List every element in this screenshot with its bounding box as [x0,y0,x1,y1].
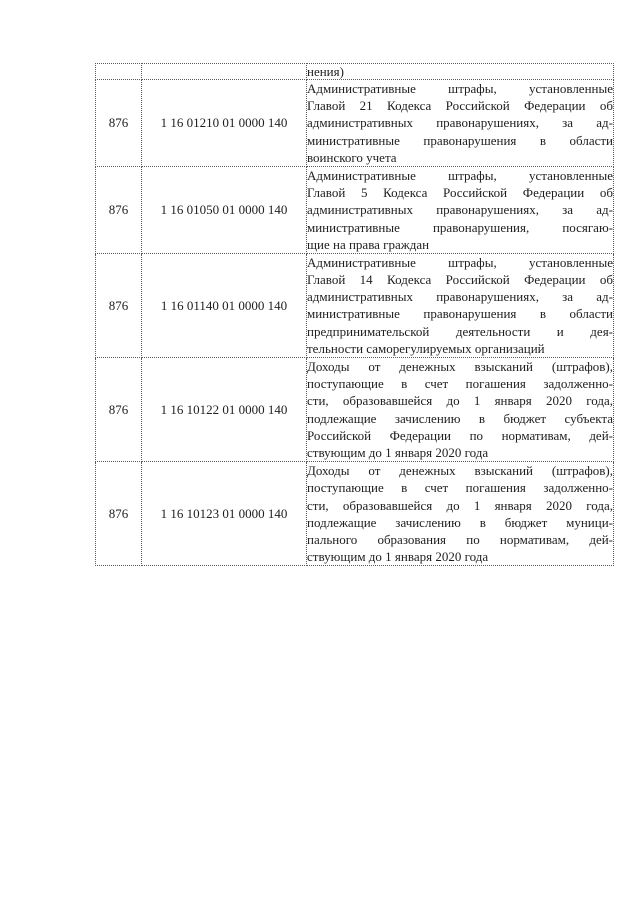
revenue-name-line: воинского учета [307,149,397,165]
revenue-name-cell [307,462,614,566]
budget-classification-code-cell [142,64,307,80]
revenue-codes-table [95,63,614,566]
revenue-name-line: подлежащие зачислению в бюджет субъекта [307,410,613,426]
revenue-name-line: Российской Федерации по нормативам, дей- [307,427,613,443]
revenue-name-line: Административные штрафы, установленные [307,167,613,183]
table-row [96,166,614,253]
budget-classification-code-cell: 1 16 01140 01 0000 140 [142,253,307,357]
revenue-name-cell [307,358,614,462]
revenue-name-line: сти, образовавшейся до 1 января 2020 года, [307,497,613,513]
revenue-name-line: предпринимательской деятельности и дея- [307,323,613,339]
revenue-name-line: ствующим до 1 января 2020 года [307,444,489,460]
admin-code-cell: 876 [96,253,142,357]
revenue-name-line: министративные правонарушения в области [307,132,613,148]
revenue-name-line: административных правонарушениях, за ад- [307,115,613,131]
revenue-name-line: министративные правонарушения, посягаю- [307,219,613,235]
revenue-name-line: Административные штрафы, установленные [307,81,613,96]
revenue-name-line: Главой 21 Кодекса Российской Федерации об [307,98,613,114]
revenue-name-cell [307,80,614,167]
revenue-name-line: Главой 5 Кодекса Российской Федерации об [307,185,613,201]
revenue-name-cell [307,253,614,357]
table-row [96,358,614,462]
table-body [96,64,614,566]
revenue-name-line: административных правонарушениях, за ад- [307,202,613,218]
revenue-name-line: щие на права граждан [307,236,430,252]
revenue-name-line: подлежащие зачислению в бюджет муници- [307,514,613,530]
admin-code-cell: 876 [96,358,142,462]
budget-classification-code-cell: 1 16 01210 01 0000 140 [142,80,307,167]
admin-code-cell: 876 [96,80,142,167]
table-row [96,80,614,167]
revenue-name-line: пального образования по нормативам, дей- [307,531,613,547]
revenue-name-line: Административные штрафы, установленные [307,254,613,270]
revenue-name-line: ствующим до 1 января 2020 года [307,549,489,565]
revenue-name-cell [307,166,614,253]
budget-classification-code-cell: 1 16 10123 01 0000 140 [142,462,307,566]
revenue-name-line: поступающие в счет погашения задолженно- [307,376,613,392]
revenue-name-line: Главой 14 Кодекса Российской Федерации об [307,272,613,288]
revenue-name-line: административных правонарушениях, за ад- [307,289,613,305]
revenue-name-line: Доходы от денежных взысканий (штрафов), [307,359,613,374]
revenue-name-line: министративные правонарушения в области [307,306,613,322]
table-row [96,462,614,566]
revenue-name-line: поступающие в счет погашения задолженно- [307,480,613,496]
revenue-name-line: Доходы от денежных взысканий (штрафов), [307,463,613,479]
table-row [96,253,614,357]
revenue-name-line: нения) [307,64,344,79]
admin-code-cell: 876 [96,462,142,566]
table-row [96,64,614,80]
revenue-name-cell [307,64,614,80]
budget-classification-code-cell: 1 16 10122 01 0000 140 [142,358,307,462]
revenue-name-line: сти, образовавшейся до 1 января 2020 года, [307,393,613,409]
budget-classification-code-cell: 1 16 01050 01 0000 140 [142,166,307,253]
revenue-name-line: тельности саморегулируемых организаций [307,340,545,356]
admin-code-cell: 876 [96,166,142,253]
admin-code-cell [96,64,142,80]
